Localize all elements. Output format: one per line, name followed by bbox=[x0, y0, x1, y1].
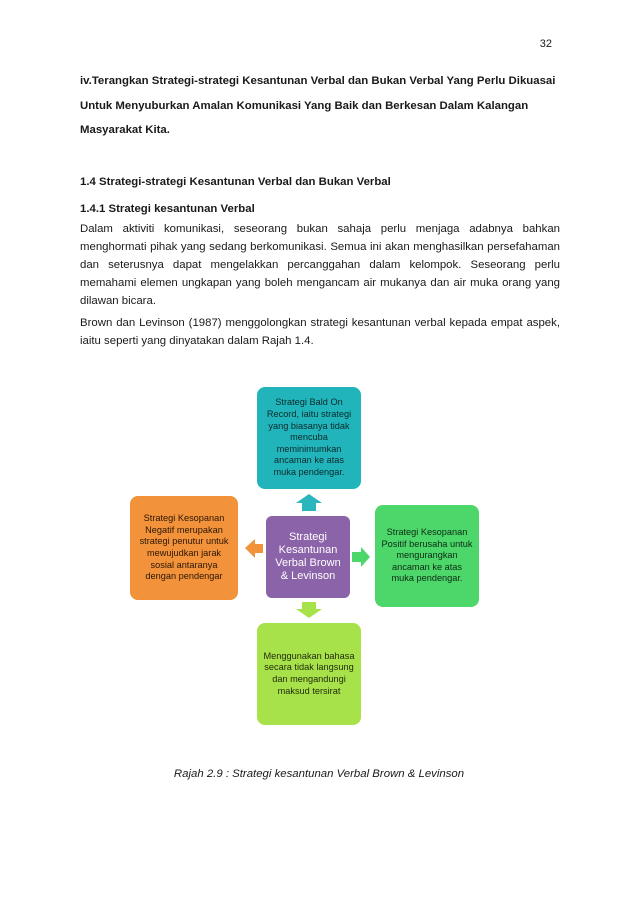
strategy-box-positive-politeness: Strategi Kesopanan Positif berusaha untuk mengurangkan ancaman ke atas muka pendengar. bbox=[375, 505, 479, 607]
strategy-box-center: Strategi Kesantunan Verbal Brown & Levinson bbox=[266, 516, 350, 598]
arrow-right bbox=[352, 547, 370, 567]
body-paragraph-1: Dalam aktiviti komunikasi, seseorang bukan sahaja perlu menjaga adabnya bahkan menghormati pihak yang sedang berkomunikasi. Semua ini akan menghasilkan persefahaman dan seterusnya dapat mengelakkan percanggahan dalam kelompok. Seseorang perlu memahami elemen ungkapan yang boleh mengancam air mukanya dan air muka orang yang dilawan bicara. bbox=[80, 223, 560, 307]
question-heading: iv.Terangkan Strategi-strategi Kesantunan Verbal dan Bukan Verbal Yang Perlu Dikuasai Untuk Menyuburkan Amalan Komunikasi Yang Baik dan Berkesan Dalam Kalangan Masyarakat Kita. bbox=[80, 75, 556, 136]
page-number: 32 bbox=[539, 38, 552, 50]
section-heading-1-4-1: 1.4.1 Strategi kesantunan Verbal bbox=[80, 203, 255, 215]
section-heading-1-4: 1.4 Strategi-strategi Kesantunan Verbal dan Bukan Verbal bbox=[80, 176, 391, 188]
strategy-box-off-record: Menggunakan bahasa secara tidak langsung dan mengandungi maksud tersirat bbox=[257, 623, 361, 725]
strategy-box-bald-on-record: Strategi Bald On Record, iaitu strategi yang biasanya tidak mencuba meminimumkan ancaman ke atas muka pendengar. bbox=[257, 387, 361, 489]
arrow-up bbox=[296, 494, 322, 511]
body-paragraph-2: Brown dan Levinson (1987) menggolongkan strategi kesantunan verbal kepada empat aspek, iaitu seperti yang dinyatakan dalam Rajah 1.4. bbox=[80, 317, 560, 347]
figure-caption: Rajah 2.9 : Strategi kesantunan Verbal Brown & Levinson bbox=[173, 768, 465, 780]
strategy-box-negative-politeness: Strategi Kesopanan Negatif merupakan strategi penutur untuk mewujudkan jarak sosial antaranya dengan pendengar bbox=[130, 496, 238, 600]
arrow-left bbox=[245, 539, 263, 558]
arrow-down bbox=[296, 602, 322, 618]
